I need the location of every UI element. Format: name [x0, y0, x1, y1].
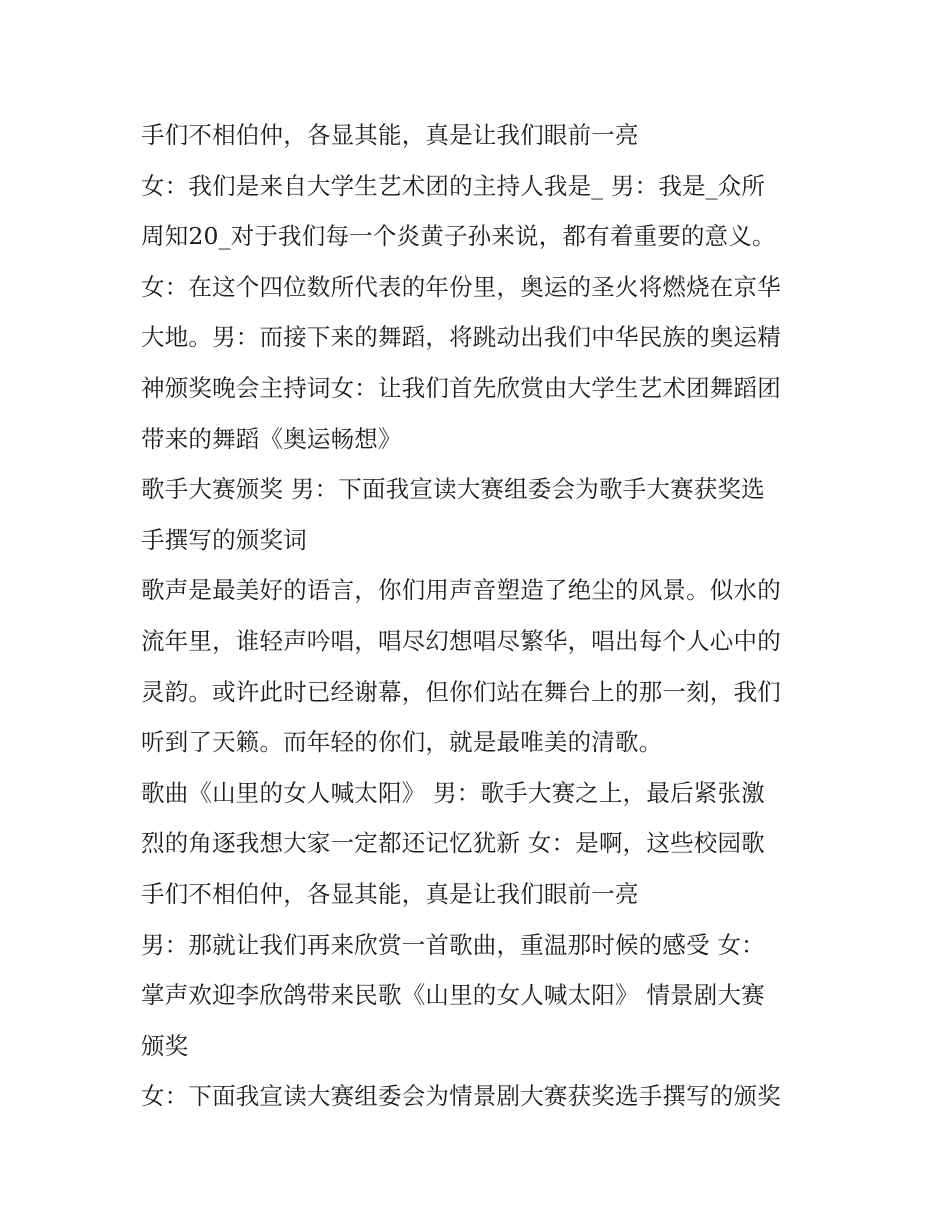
- text-line: 烈的角逐我想大家一定都还记忆犹新 女：是啊，这些校园歌: [141, 829, 765, 858]
- text-line: 听到了天籁。而年轻的你们，就是最唯美的清歌。: [141, 728, 663, 757]
- text-line: 手们不相伯仲，各显其能，真是让我们眼前一亮: [141, 121, 639, 149]
- text-line: 歌手大赛颁奖 男：下面我宣读大赛组委会为歌手大赛获奖选: [141, 475, 765, 504]
- text-line: 男：那就让我们再来欣赏一首歌曲，重温那时候的感受 女：: [141, 930, 765, 959]
- text-line: 流年里，谁轻声吟唱，唱尽幻想唱尽繁华，唱出每个人心中的: [141, 626, 781, 655]
- text-line: 女：下面我宣读大赛组委会为情景剧大赛获奖选手撰写的颁奖: [141, 1082, 781, 1111]
- text-line: 神颁奖晚会主持词女：让我们首先欣赏由大学生艺术团舞蹈团: [141, 373, 781, 402]
- text-line: 大地。男：而接下来的舞蹈，将跳动出我们中华民族的奥运精: [141, 323, 781, 352]
- text-line: 带来的舞蹈《奥运畅想》: [141, 424, 402, 453]
- document-body: [141, 110, 841, 1122]
- text-line: 颁奖: [141, 1031, 189, 1060]
- text-line: 女：在这个四位数所代表的年份里，奥运的圣火将燃烧在京华: [141, 272, 781, 301]
- text-line: 周知20_对于我们每一个炎黄子孙来说，都有着重要的意义。: [141, 222, 776, 251]
- text-line: 手撰写的颁奖词: [141, 525, 307, 554]
- text-line: 歌曲《山里的女人喊太阳》 男：歌手大赛之上，最后紧张激: [141, 778, 765, 807]
- text-line: 歌声是最美好的语言，你们用声音塑造了绝尘的风景。似水的: [141, 576, 781, 605]
- text-line: 掌声欢迎李欣鸽带来民歌《山里的女人喊太阳》 情景剧大赛: [141, 981, 765, 1010]
- text-line: 女：我们是来自大学生艺术团的主持人我是_ 男：我是_众所: [141, 171, 766, 200]
- text-line: 手们不相伯仲，各显其能，真是让我们眼前一亮: [141, 879, 639, 908]
- text-line: 灵韵。或许此时已经谢幕，但你们站在舞台上的那一刻，我们: [141, 677, 781, 706]
